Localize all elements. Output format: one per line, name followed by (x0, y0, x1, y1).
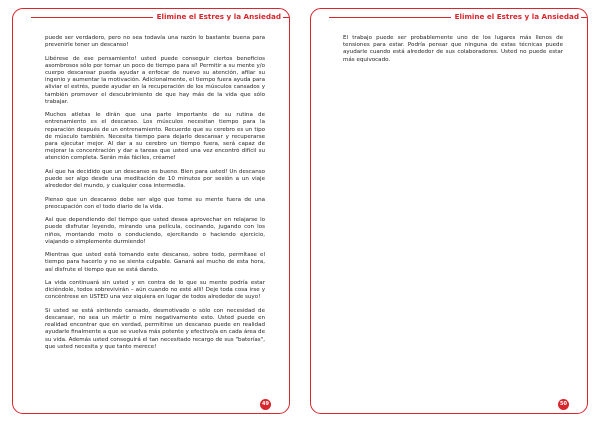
header-title: Elimine el Estres y la Ansiedad (451, 11, 581, 22)
paragraph: Muchos atletas le dirán que una parte importante de su rutina de entrenamiento es el descanso. Los músculos necesitan tiempo para la reparación después de un entrenamiento. Recuerde que su cerebro es un tipo de músculo también. Necesita tiempo para dejarlo descansar y recuperarse para ejecutar mejor. Al dar a su cerebro un tiempo fuera, será capaz de mejorar la concentración y dar a tareas que usted una vez encontró difícil su atención completa. Serán más fáciles, créame! (45, 112, 265, 162)
left-page-body (45, 35, 265, 357)
left-page (12, 8, 290, 414)
paragraph: El trabajo puede ser probablemente uno de los lugares más llenos de tensiones para estar. Podría pensar que ninguna de estas técnicas puede ayudarle cuando está alrededor de sus colaboradores. Usted no puede estar más equivocado. (343, 35, 563, 63)
paragraph: puede ser verdadero, pero no sea todavía una razón lo bastante buena para prevenirle tener un descanso! (45, 35, 265, 49)
header-title: Elimine el Estres y la Ansiedad (153, 11, 283, 22)
paragraph: Libérese de ese pensamiento! usted puede conseguir ciertos beneficios asombrosos sólo por tomar un poco de tiempo para sí! Permitir a su mente y/o cuerpo descansar pueda ayudar a enfocar de nuevo su atención, afilar su ingenio y aumentar la motivación. Adicionalmente, el tiempo fuera ayuda para aliviar el estrés, puede ayudar en la recuperación de los músculos cansados y también promover el descubrimiento de que hay más de la vida que sólo trabajar. (45, 55, 265, 105)
right-page-body (343, 35, 563, 70)
page-number-badge: 50 (558, 399, 569, 410)
paragraph: Así que ha decidido que un descanso es bueno. Bien para usted! Un descanso puede ser algo desde una meditación de 10 minutos por sesión a un viaje alrededor del mundo, y cualquier cosa intermedia. (45, 168, 265, 190)
paragraph: La vida continuará sin usted y en contra de lo que su mente podría estar diciéndole, todos sobrevivirán – aún cuando no esté allí! Deje toda cosa irse y concéntrese en USTED una vez siquiera en lugar de todos alrededor de suyo! (45, 280, 265, 301)
paragraph: Así que dependiendo del tiempo que usted desea aprovechar en relajarse lo puede disfrutar leyendo, mirando una película, cocinando, jugando con los niños, montando moto o conduciendo, ejercitando o haciendo ejercicio, viajando o simplemente durmiendo! (45, 217, 265, 245)
right-page (310, 8, 588, 414)
paragraph: Mientras que usted está tomando este descanso, sobre todo, permítase el tiempo para hacerlo y no se sienta culpable. Ganará así mucho de esta hora, así disfrute el tiempo que se está dando. (45, 252, 265, 273)
paragraph: Pienso que un descanso debe ser algo que tome su mente fuera de una preocupación con el todo diario de la vida. (45, 196, 265, 210)
page-number-badge: 49 (260, 399, 271, 410)
paragraph: Si usted se está sintiendo cansado, desmotivado o sólo con necesidad de descansar, no sea un mártir o mire negativamente esto. Usted puede en realidad encontrar que en verdad, permitirse un descanso puede en realidad ayudarle finalmente a que se vuelva más potente y efectivo/a en cada área de su vida. Además usted conseguirá el tan necesitado recargo de sus "baterías", que usted necesita y que tanto merece! (45, 307, 265, 350)
